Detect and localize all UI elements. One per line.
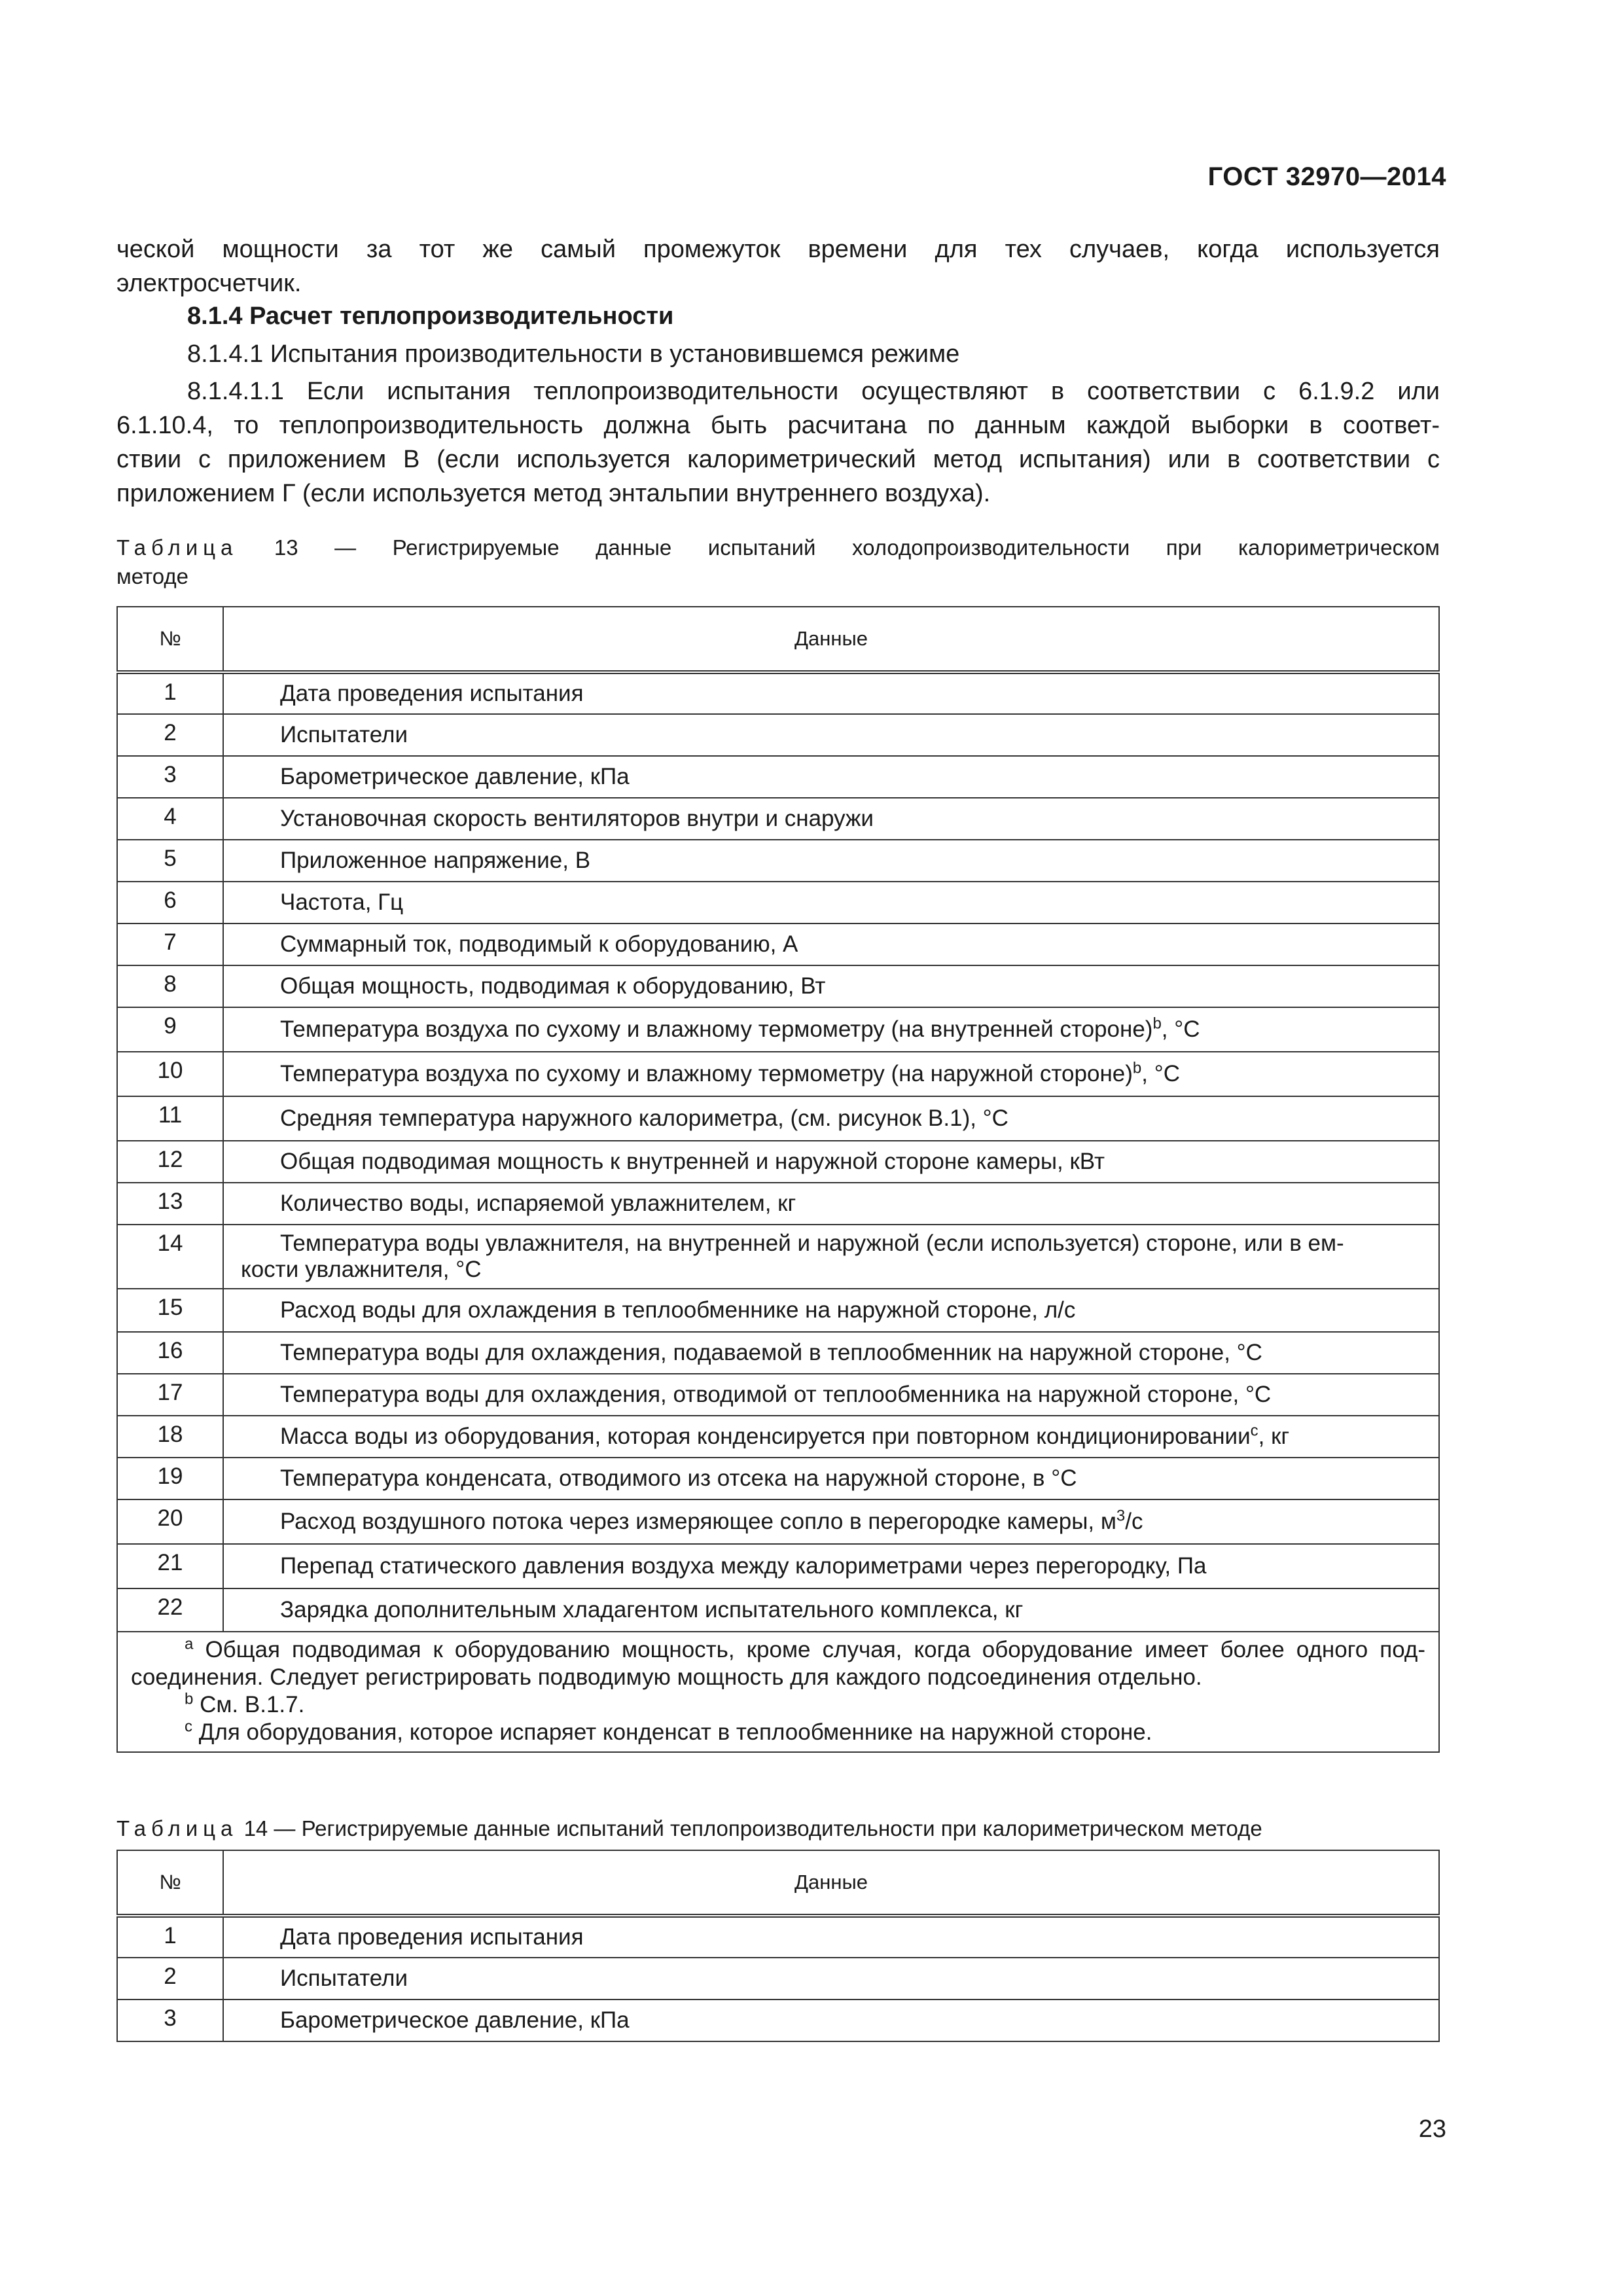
row-text: Общая подводимая мощность к внутренней и наружной стороне камеры, кВт xyxy=(223,1141,1439,1183)
row-text: Суммарный ток, подводимый к оборудованию, А xyxy=(223,924,1439,965)
table-row xyxy=(117,1289,1439,1332)
table14-caption-text: 14 — Регистрируемые данные испытаний теплопроизводительности при калориметрическом методе xyxy=(243,1816,1262,1840)
row-number: 1 xyxy=(117,1916,223,1958)
table-row xyxy=(117,1183,1439,1225)
section-paragraph xyxy=(116,374,1440,511)
table-row xyxy=(117,965,1439,1007)
row-number: 10 xyxy=(117,1052,223,1096)
table13-caption-line2: методе xyxy=(116,564,188,588)
intro-paragraph xyxy=(116,232,1440,300)
table13-notes xyxy=(117,1632,1439,1752)
table-row xyxy=(117,840,1439,882)
table14 xyxy=(116,1850,1440,2042)
table-row xyxy=(117,1588,1439,1632)
row-number: 7 xyxy=(117,924,223,965)
table-row xyxy=(117,1499,1439,1544)
row-number: 8 xyxy=(117,965,223,1007)
row-number: 2 xyxy=(117,714,223,756)
row-number: 17 xyxy=(117,1374,223,1416)
table-row xyxy=(117,1332,1439,1374)
row-text: Барометрическое давление, кПа xyxy=(223,756,1439,798)
section-paragraph-line: приложением Г (если используется метод энтальпии внутреннего воздуха). xyxy=(116,480,991,507)
note-c: $^c$ Для оборудования, которое испаряет конденсат в теплообменнике на наружной стороне. xyxy=(185,1717,1152,1745)
row-text: Перепад статического давления воздуха между калориметрами через перегородку, Па xyxy=(223,1544,1439,1588)
intro-line-1: ческой мощности за тот же самый промежуток времени для тех случаев, когда используется xyxy=(116,236,1440,263)
row-text: Температура воздуха по сухому и влажному термометру (на наружной стороне)$^b$, °С xyxy=(223,1052,1439,1096)
row-number: 4 xyxy=(117,798,223,840)
row-number: 13 xyxy=(117,1183,223,1225)
row-text: Частота, Гц xyxy=(223,882,1439,924)
table-row xyxy=(117,924,1439,965)
table-row xyxy=(117,1416,1439,1458)
row-text: Температура конденсата, отводимого из отсека на наружной стороне, в °С xyxy=(223,1458,1439,1499)
row-number: 1 xyxy=(117,672,223,714)
note-b: $^b$ См. В.1.7. xyxy=(185,1690,305,1717)
table14-col-num: № xyxy=(117,1850,223,1916)
section-paragraph-line: 6.1.10.4, то теплопроизводительность должна быть расчитана по данным каждой выборки в соответ- xyxy=(116,412,1440,439)
table13-col-num: № xyxy=(117,607,223,672)
intro-line-2: электросчетчик. xyxy=(116,270,302,297)
row-text: Средняя температура наружного калориметра, (см. рисунок В.1), °С xyxy=(223,1096,1439,1141)
section-heading: 8.1.4 Расчет теплопроизводительности xyxy=(187,302,674,330)
row-number: 3 xyxy=(117,2000,223,2041)
row-number: 3 xyxy=(117,756,223,798)
row-text: Зарядка дополнительным хладагентом испытательного комплекса, кг xyxy=(223,1588,1439,1632)
row-text: Температура воды увлажнителя, на внутренней и наружной (если используется) стороне, или в ем- кости увлажнителя, °С xyxy=(223,1225,1439,1289)
row-number: 20 xyxy=(117,1499,223,1544)
page-number: 23 xyxy=(1418,2115,1446,2143)
row-text: Масса воды из оборудования, которая конденсируется при повторном кондиционировании$^c$, кг xyxy=(223,1416,1439,1458)
row-number: 6 xyxy=(117,882,223,924)
table-row xyxy=(117,1052,1439,1096)
row-text: Дата проведения испытания xyxy=(223,1916,1439,1958)
table-row xyxy=(117,1458,1439,1499)
table-row xyxy=(117,882,1439,924)
table-row xyxy=(117,1141,1439,1183)
table-row xyxy=(117,1958,1439,2000)
table13-caption-text: 13 — Регистрируемые данные испытаний холодопроизводительности при калориметрическом xyxy=(274,535,1440,560)
table-row xyxy=(117,1007,1439,1052)
table-row xyxy=(117,672,1439,714)
row-number: 18 xyxy=(117,1416,223,1458)
row-text: Расход воздушного потока через измеряющее сопло в перегородке камеры, $м^3/с$ xyxy=(223,1499,1439,1544)
table13-caption xyxy=(116,533,1440,591)
row-number: 21 xyxy=(117,1544,223,1588)
row-number: 11 xyxy=(117,1096,223,1141)
row-number: 22 xyxy=(117,1588,223,1632)
row-text: Температура воды для охлаждения, отводимой от теплообменника на наружной стороне, °С xyxy=(223,1374,1439,1416)
row-number: 2 xyxy=(117,1958,223,2000)
table14-caption xyxy=(116,1814,1440,1843)
section-paragraph-line: ствии с приложением В (если используется калориметрический метод испытания) или в соответствии с xyxy=(116,446,1440,473)
table-row xyxy=(117,1096,1439,1141)
row-number: 14 xyxy=(117,1225,223,1289)
row-text: Температура воды для охлаждения, подаваемой в теплообменник на наружной стороне, °С xyxy=(223,1332,1439,1374)
row-text: Общая мощность, подводимая к оборудованию, Вт xyxy=(223,965,1439,1007)
row-text: Установочная скорость вентиляторов внутри и снаружи xyxy=(223,798,1439,840)
row-number: 19 xyxy=(117,1458,223,1499)
table14-caption-label: Таблица xyxy=(116,1816,238,1840)
table-row xyxy=(117,2000,1439,2041)
table13 xyxy=(116,606,1440,1753)
row-number: 12 xyxy=(117,1141,223,1183)
note-a-line1: $^a$ Общая подводимая к оборудованию мощность, кроме случая, когда оборудование имеет более одного под- xyxy=(185,1635,1425,1662)
row-text: Испытатели xyxy=(223,714,1439,756)
row-number: 9 xyxy=(117,1007,223,1052)
row-text: Дата проведения испытания xyxy=(223,672,1439,714)
row-text: Приложенное напряжение, В xyxy=(223,840,1439,882)
row-text: Количество воды, испаряемой увлажнителем, кг xyxy=(223,1183,1439,1225)
subsection-heading: 8.1.4.1 Испытания производительности в установившемся режиме xyxy=(187,340,960,368)
row-text: Температура воздуха по сухому и влажному термометру (на внутренней стороне)$^b$, °С xyxy=(223,1007,1439,1052)
table-row xyxy=(117,1916,1439,1958)
section-paragraph-line: 8.1.4.1.1 Если испытания теплопроизводительности осуществляют в соответствии с 6.1.9.2 или xyxy=(187,378,1440,405)
table-row xyxy=(117,1374,1439,1416)
row-text: Барометрическое давление, кПа xyxy=(223,2000,1439,2041)
row-number: 16 xyxy=(117,1332,223,1374)
table-row xyxy=(117,714,1439,756)
row-number: 5 xyxy=(117,840,223,882)
table14-col-data: Данные xyxy=(223,1850,1439,1916)
table-row xyxy=(117,1544,1439,1588)
row-text: Расход воды для охлаждения в теплообменнике на наружной стороне, л/с xyxy=(223,1289,1439,1332)
table-row xyxy=(117,756,1439,798)
row-text: Испытатели xyxy=(223,1958,1439,2000)
row-number: 15 xyxy=(117,1289,223,1332)
note-a-line2: соединения. Следует регистрировать подводимую мощность для каждого подсоединения отдельно. xyxy=(131,1664,1202,1690)
table-row xyxy=(117,1225,1439,1289)
table13-col-data: Данные xyxy=(223,607,1439,672)
table-row xyxy=(117,798,1439,840)
table13-caption-label: Таблица xyxy=(116,535,238,560)
document-code: ГОСТ 32970—2014 xyxy=(1207,162,1446,191)
